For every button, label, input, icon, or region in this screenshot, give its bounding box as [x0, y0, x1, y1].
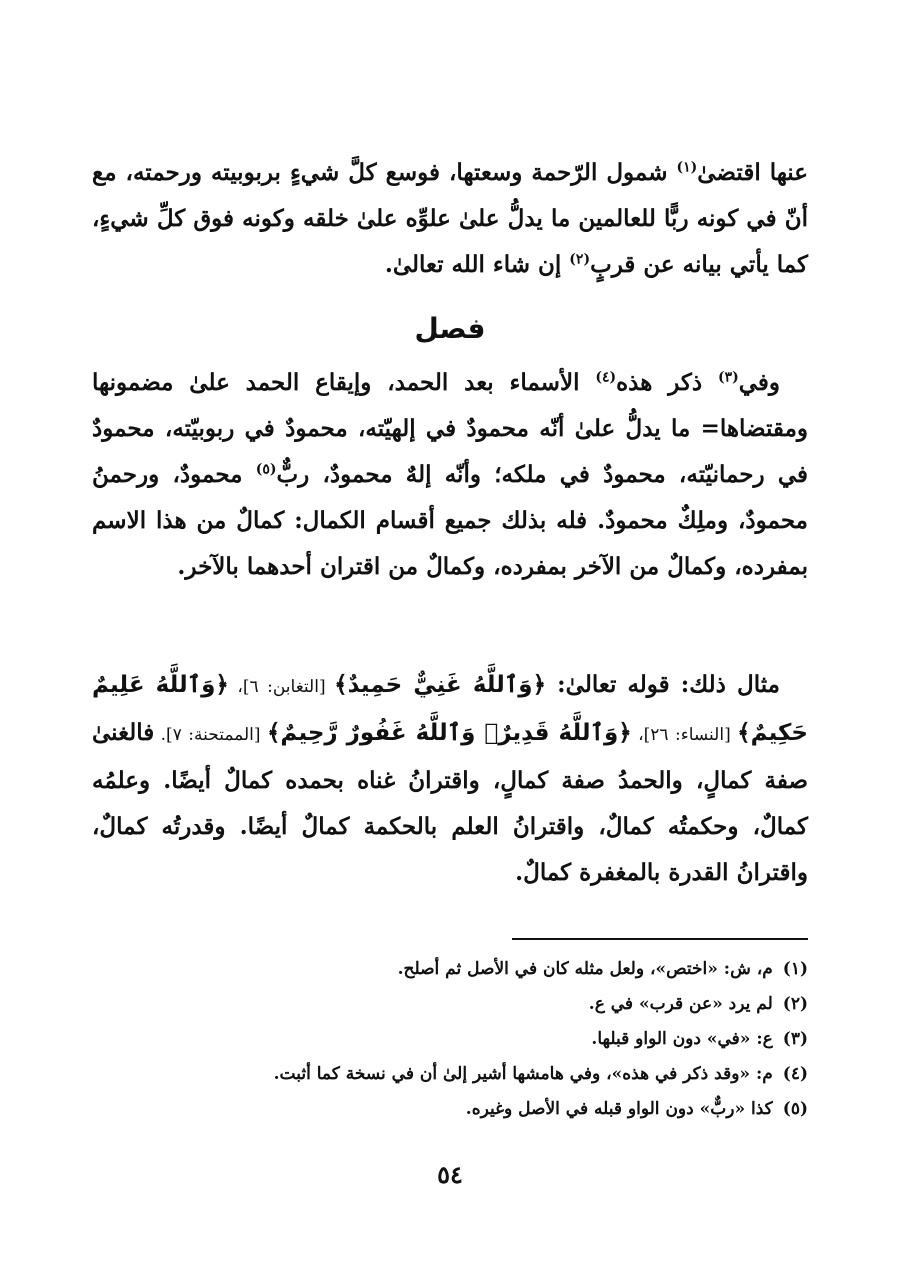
paragraph-intro [92, 150, 808, 288]
footnote-ref-1: (١) [676, 159, 698, 176]
verse-reference: [الممتحنة: ٧]. [154, 725, 267, 745]
footnote-number: (٤) [782, 1064, 808, 1084]
text-segment: إن شاء الله تعالىٰ. [384, 251, 570, 278]
footnote-item [92, 952, 808, 987]
footnote-number: (١) [782, 959, 808, 979]
text-segment: فالغنىٰ صفة كمالٍ، والحمدُ صفة كمالٍ، واقترانُ غناه بحمده كمالٌ أيضًا. وعلمُه كمالٌ، وحكمتُه كمالٌ، واقترانُ العلم بالحكمة كمالٌ أيضًا. وقدرتُه كمالٌ، واقترانُ القدرة بالمغفرة كمالٌ. [92, 719, 808, 886]
footnote-text: ع: «في» دون الواو قبلها. [591, 1029, 773, 1049]
quran-verse: ﴿وَٱللَّهُ غَنِيٌّ حَمِيدٌ﴾ [334, 672, 547, 698]
footnote-ref-3: (٣) [717, 369, 739, 386]
quran-verse: ﴿وَٱللَّهُ عَلِيمٌ حَكِيمٌ﴾ [92, 672, 808, 746]
paragraph-example [92, 662, 808, 896]
footnote-ref-2: (٢) [569, 251, 591, 268]
footnote-text: م: «وقد ذكر في هذه»، وفي هامشها أشير إلىٰ أن في نسخة كما أثبت. [273, 1064, 773, 1084]
footnote-ref-4: (٤) [595, 369, 617, 386]
footnote-text: لم يرد «عن قرب» في ع. [588, 994, 773, 1014]
footnote-item [92, 1057, 808, 1092]
quran-verse: ﴿وَٱللَّهُ قَدِيرٌۚ وَٱللَّهُ غَفُورٌ رَّحِيمٌ﴾ [266, 720, 632, 746]
verse-reference: [النساء: ٢٦]، [631, 725, 738, 745]
footnote-text: م، ش: «اختص»، ولعل مثله كان في الأصل ثم أصلح. [397, 959, 773, 979]
footnote-divider [512, 938, 808, 940]
text-segment: وفي [738, 369, 780, 396]
text-segment: محمودٌ، ورحمنُ محمودٌ، وملِكٌ محمودٌ. فله بذلك جميع أقسام الكمال: كمالٌ من هذا الاسم بمفرده، وكمالٌ من الآخر بمفرده، وكمالٌ من اقتران أحدهما بالآخر. [92, 461, 808, 580]
verse-reference: [التغابن: ٦]، [228, 677, 335, 697]
section-heading: فصل [414, 312, 486, 345]
footnote-number: (٣) [782, 1029, 808, 1049]
text-segment: عنها اقتضىٰ [697, 159, 808, 186]
footnote-number: (٢) [782, 994, 808, 1014]
page-number: ٥٤ [437, 1160, 463, 1189]
text-segment: ذكر هذه [616, 369, 718, 396]
paragraph-names-praise [92, 360, 808, 590]
footnotes-list [92, 952, 808, 1127]
footnote-item [92, 1092, 808, 1127]
footnote-item [92, 987, 808, 1022]
text-segment: مثال ذلك: قوله تعالىٰ: [546, 671, 780, 698]
footnote-ref-5: (٥) [255, 461, 277, 478]
footnote-text: كذا «ربٌّ» دون الواو قبله في الأصل وغيره. [465, 1099, 773, 1119]
text-segment: شمول الرّحمة وسعتها، فوسع كلَّ شيءٍ بربوبيته ورحمته، مع أنّ في كونه ربًّا للعالمين ما يدلُّ علىٰ علوِّه علىٰ خلقه وكونه فوق كلِّ شيءٍ، كما يأتي بيانه عن قربٍ [92, 159, 808, 278]
text-segment: الأسماء بعد الحمد، وإيقاع الحمد علىٰ مضمونها ومقتضاها= ما يدلُّ علىٰ أنّه محمودٌ في إلهيّته، محمودٌ في ربوبيّته، محمودٌ في رحمانيّته، محمودٌ في ملكه؛ وأنّه إلهٌ محمودٌ، ربٌّ [92, 369, 809, 488]
footnote-item [92, 1022, 808, 1057]
footnote-number: (٥) [782, 1099, 808, 1119]
